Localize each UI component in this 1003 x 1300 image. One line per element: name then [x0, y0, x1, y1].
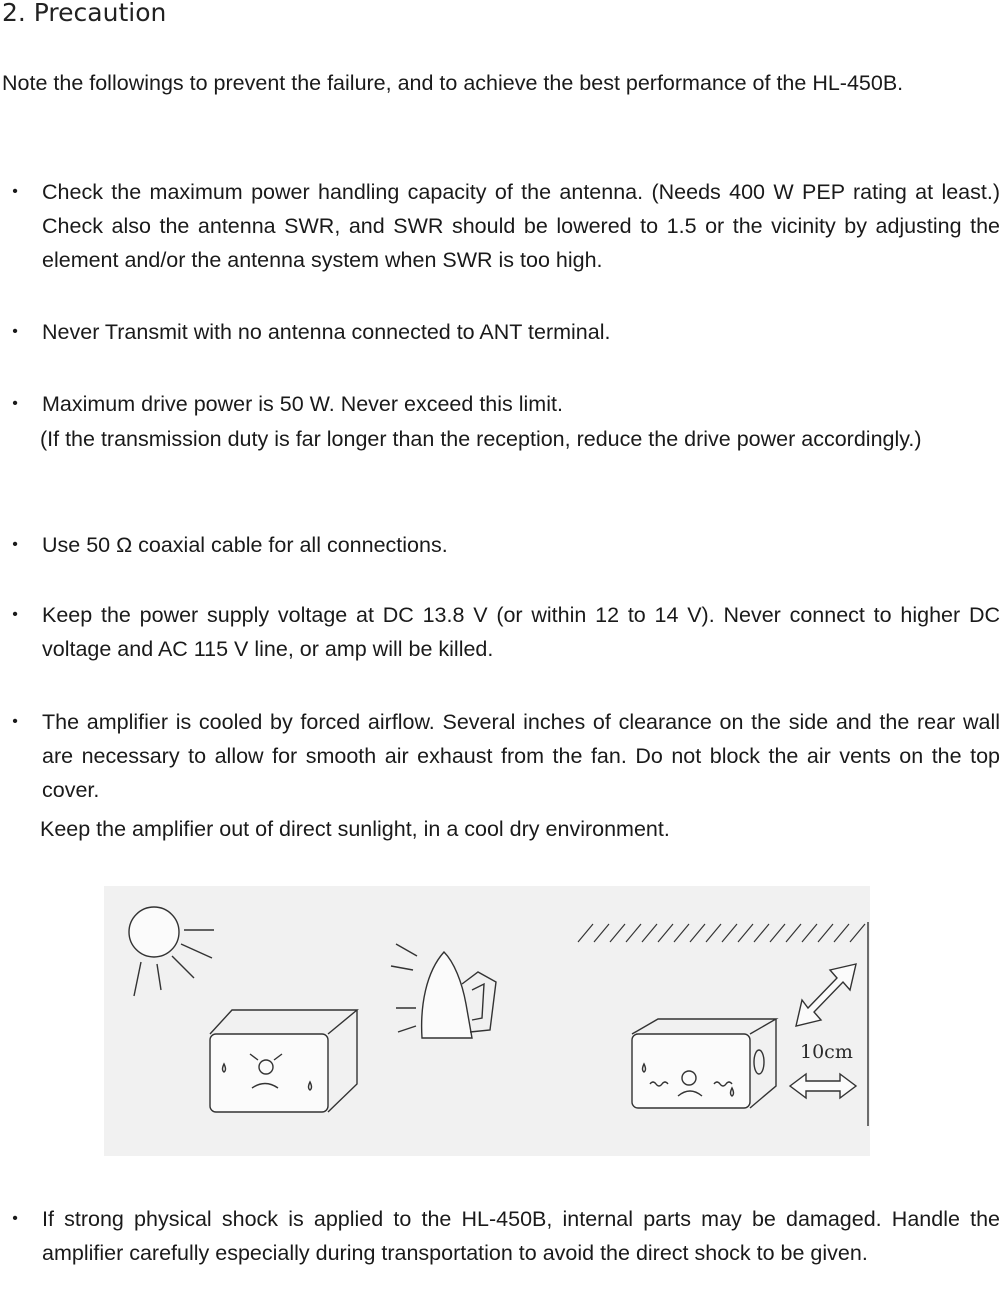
- precaution-text: Keep the power supply voltage at DC 13.8 V (or within 12 to 14 V). Never connect to higher DC voltage and AC 115 V line, or amp will be killed.: [42, 603, 1000, 661]
- drive-power-note: (If the transmission duty is far longer than the reception, reduce the drive power accordingly.): [40, 427, 922, 451]
- precaution-text: If strong physical shock is applied to the HL-450B, internal parts may be damaged. Handle the amplifier carefully especially during transportation to avoid the direct shock to be given.: [42, 1207, 1000, 1265]
- precaution-text: The amplifier is cooled by forced airflow. Several inches of clearance on the side and the rear wall are necessary to allow for smooth air exhaust from the fan. Do not block the air vents on the top cover.: [42, 710, 1000, 802]
- bullet-dot: •: [12, 1210, 18, 1227]
- location-note: Keep the amplifier out of direct sunlight, in a cool dry environment.: [40, 817, 670, 841]
- bullet-dot: •: [12, 395, 18, 412]
- precaution-text: Check the maximum power handling capacity of the antenna. (Needs 400 W PEP rating at least.) Check also the antenna SWR, and SWR should be lowered to 1.5 or the vicinity by adjusting the element and/or the antenna system when SWR is too high.: [42, 180, 1000, 272]
- bullet-dot: •: [12, 713, 18, 730]
- illustration-drawing: [104, 886, 870, 1156]
- intro-paragraph: Note the followings to prevent the failure, and to achieve the best performance of the HL-450B.: [2, 71, 904, 95]
- bullet-dot: •: [12, 183, 18, 200]
- section-heading: 2. Precaution: [2, 0, 167, 27]
- bullet-dot: •: [12, 536, 18, 553]
- clearance-label: 10cm: [800, 1041, 853, 1063]
- bullet-dot: •: [12, 606, 18, 623]
- precaution-text: Use 50 Ω coaxial cable for all connections.: [42, 533, 448, 557]
- bullet-dot: •: [12, 323, 18, 340]
- precaution-text: Never Transmit with no antenna connected to ANT terminal.: [42, 320, 611, 344]
- placement-illustration: [104, 886, 870, 1156]
- precaution-text: Maximum drive power is 50 W. Never exceed this limit.: [42, 392, 563, 416]
- illustration-background: [104, 886, 870, 1156]
